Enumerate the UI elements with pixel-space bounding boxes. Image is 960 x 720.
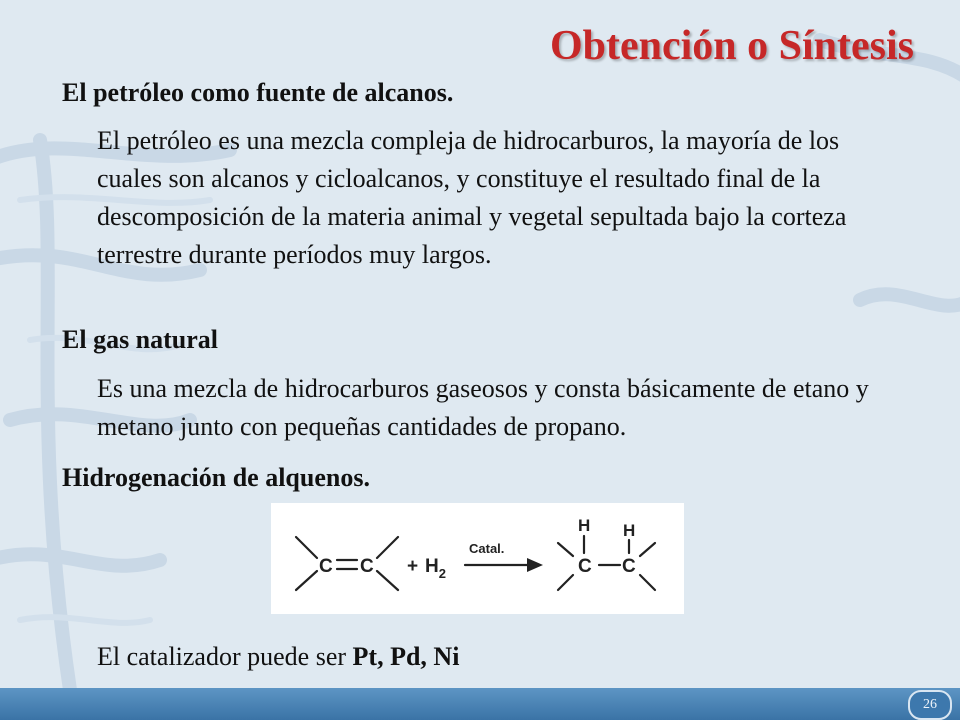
heading-hidrogenacion: Hidrogenación de alquenos. bbox=[62, 463, 370, 492]
catalyst-prefix: El catalizador puede ser bbox=[97, 642, 353, 671]
footer-bar bbox=[0, 688, 960, 720]
atom-h-1: H bbox=[578, 516, 591, 535]
paragraph-gas-natural: Es una mezcla de hidrocarburos gaseosos y consta básicamente de etano y metano junto con pequeñas cantidades de propano. bbox=[97, 374, 869, 441]
slide-title: Obtención o Síntesis bbox=[549, 23, 914, 69]
heading-petroleo: El petróleo como fuente de alcanos. bbox=[62, 78, 454, 107]
atom-c-3: C bbox=[578, 556, 592, 577]
hydrogen-molecule: $H_2$ bbox=[425, 556, 446, 581]
atom-h-2: H bbox=[623, 521, 636, 540]
paragraph-petroleo: El petróleo es una mezcla compleja de hidrocarburos, la mayoría de los cuales son alcanos y cicloalcanos, y constituye el resultado final de la descomposición de la materia animal y vegetal sepultada bajo la corteza terrestre durante períodos muy largos. bbox=[97, 126, 847, 269]
atom-c-2: C bbox=[360, 556, 374, 577]
catalyst-label: Catal. bbox=[469, 541, 505, 556]
heading-gas-natural: El gas natural bbox=[62, 325, 219, 354]
catalyst-metals: Pt, Pd, Ni bbox=[352, 642, 460, 671]
atom-c-4: C bbox=[622, 556, 636, 577]
plus-sign: + bbox=[407, 556, 419, 577]
page-number-badge: 26 bbox=[908, 690, 952, 720]
catalyst-sentence bbox=[97, 638, 897, 676]
hydrogenation-reaction-diagram bbox=[271, 503, 684, 614]
atom-c-1: C bbox=[319, 556, 333, 577]
